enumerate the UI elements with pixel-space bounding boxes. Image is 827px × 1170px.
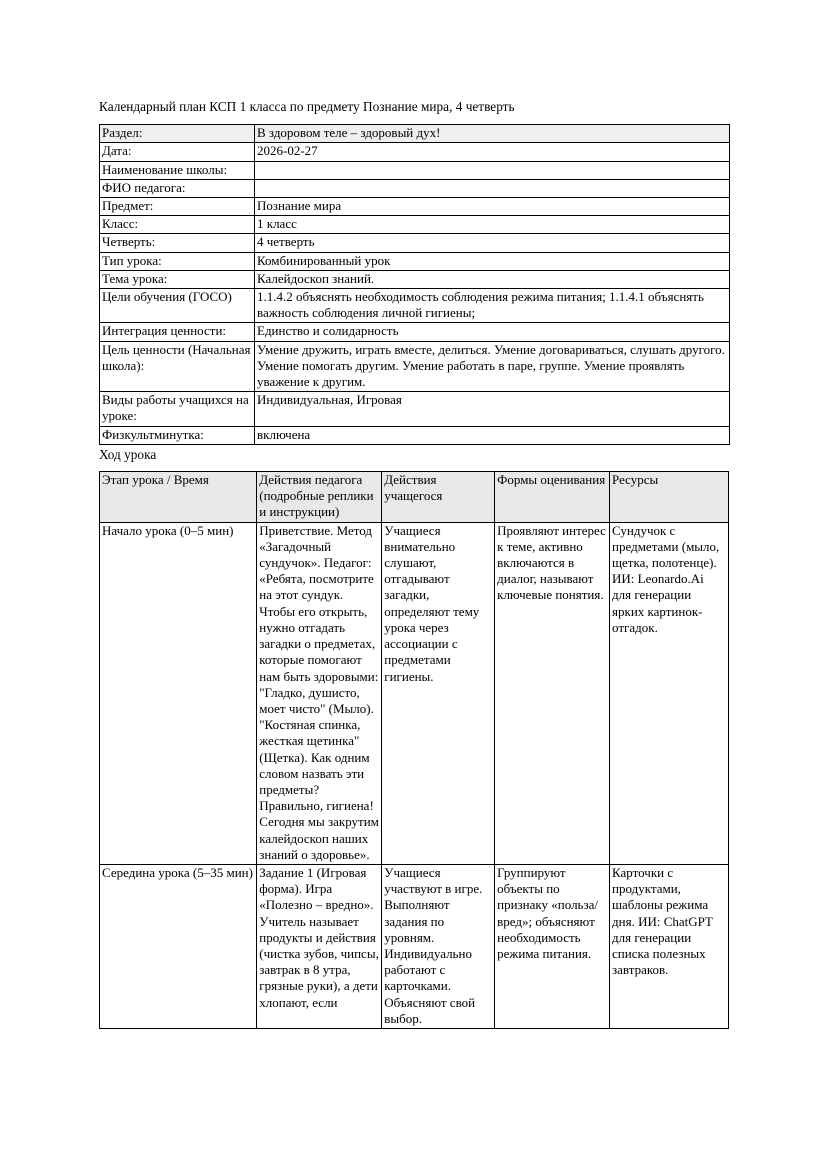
info-row-value: Единство и солидарность	[255, 323, 730, 341]
info-row-value: 4 четверть	[255, 234, 730, 252]
info-row-value: Познание мира	[255, 198, 730, 216]
table-row	[100, 143, 730, 161]
info-row-label: Виды работы учащихся на уроке:	[100, 392, 255, 426]
table-row	[100, 234, 730, 252]
info-row-value: В здоровом теле – здоровый дух!	[255, 125, 730, 143]
section-heading: Ход урока	[99, 446, 157, 462]
header-resources: Ресурсы	[610, 472, 729, 523]
document-page	[99, 99, 729, 1029]
lesson-flow-table	[99, 471, 729, 1029]
info-row-label: Раздел:	[100, 125, 255, 143]
info-row-value	[255, 161, 730, 179]
teacher-actions-cell: Задание 1 (Игровая форма). Игра «Полезно – вредно». Учитель называет продукты и действия (чистка зубов, чипсы, завтрак в 8 утра, грязные руки), а дети хлопают, если	[257, 864, 382, 1028]
table-row	[100, 426, 730, 444]
info-row-label: ФИО педагога:	[100, 179, 255, 197]
info-row-label: Тема урока:	[100, 270, 255, 288]
table-row	[100, 289, 730, 323]
info-row-label: Класс:	[100, 216, 255, 234]
student-actions-cell: Учащиеся внимательно слушают, отгадывают загадки, определяют тему урока через ассоциации с предметами гигиены.	[382, 522, 495, 864]
table-header-row	[100, 472, 729, 523]
table-row	[100, 198, 730, 216]
stage-cell: Начало урока (0–5 мин)	[100, 522, 257, 864]
table-row	[100, 323, 730, 341]
info-row-value: включена	[255, 426, 730, 444]
info-row-label: Предмет:	[100, 198, 255, 216]
table-row	[100, 522, 729, 864]
info-row-value	[255, 179, 730, 197]
table-row	[100, 216, 730, 234]
info-row-label: Физкультминутка:	[100, 426, 255, 444]
info-row-label: Цели обучения (ГОСО)	[100, 289, 255, 323]
assessment-cell: Группируют объекты по признаку «польза/вред»; объясняют необходимость режима питания.	[495, 864, 610, 1028]
table-row	[100, 864, 729, 1028]
table-row	[100, 392, 730, 426]
lesson-info-table	[99, 124, 730, 445]
info-row-value: Умение дружить, играть вместе, делиться. Умение договариваться, слушать другого. Умение помогать другим. Умение работать в паре, группе. Умение проявлять уважение к другим.	[255, 341, 730, 392]
info-row-value: 2026-02-27	[255, 143, 730, 161]
info-row-label: Наименование школы:	[100, 161, 255, 179]
header-stage: Этап урока / Время	[100, 472, 257, 523]
info-row-label: Четверть:	[100, 234, 255, 252]
info-row-label: Дата:	[100, 143, 255, 161]
info-row-value: 1 класс	[255, 216, 730, 234]
resources-cell: Карточки с продуктами, шаблоны режима дня. ИИ: ChatGPT для генерации списка полезных завтраков.	[610, 864, 729, 1028]
info-row-label: Тип урока:	[100, 252, 255, 270]
table-row	[100, 341, 730, 392]
stage-cell: Середина урока (5–35 мин)	[100, 864, 257, 1028]
table-row	[100, 270, 730, 288]
student-actions-cell: Учащиеся участвуют в игре. Выполняют задания по уровням. Индивидуально работают с карточками. Объясняют свой выбор.	[382, 864, 495, 1028]
header-teacher-actions: Действия педагога (подробные реплики и инструкции)	[257, 472, 382, 523]
header-assessment: Формы оценивания	[495, 472, 610, 523]
table-row	[100, 179, 730, 197]
info-row-label: Интеграция ценности:	[100, 323, 255, 341]
table-row	[100, 252, 730, 270]
info-row-value: Калейдоскоп знаний.	[255, 270, 730, 288]
info-row-value: 1.1.4.2 объяснять необходимость соблюдения режима питания; 1.1.4.1 объяснять важность соблюдения личной гигиены;	[255, 289, 730, 323]
resources-cell: Сундучок с предметами (мыло, щетка, полотенце). ИИ: Leonardo.Ai для генерации ярких картинок-отгадок.	[610, 522, 729, 864]
assessment-cell: Проявляют интерес к теме, активно включаются в диалог, называют ключевые понятия.	[495, 522, 610, 864]
info-row-value: Индивидуальная, Игровая	[255, 392, 730, 426]
teacher-actions-cell: Приветствие. Метод «Загадочный сундучок». Педагог: «Ребята, посмотрите на этот сундук. Чтобы его открыть, нужно отгадать загадки о предметах, которые помогают нам быть здоровыми: "Гладко, душисто, моет чисто" (Мыло). "Костяная спинка, жесткая щетинка" (Щетка). Как одним словом назвать эти предметы? Правильно, гигиена! Сегодня мы закрутим калейдоскоп наших знаний о здоровье».	[257, 522, 382, 864]
info-row-label: Цель ценности (Начальная школа):	[100, 341, 255, 392]
table-row	[100, 125, 730, 143]
page-title: Календарный план КСП 1 класса по предмету Познание мира, 4 четверть	[99, 99, 515, 114]
info-row-value: Комбинированный урок	[255, 252, 730, 270]
table-row	[100, 161, 730, 179]
header-student-actions: Действия учащегося	[382, 472, 495, 523]
